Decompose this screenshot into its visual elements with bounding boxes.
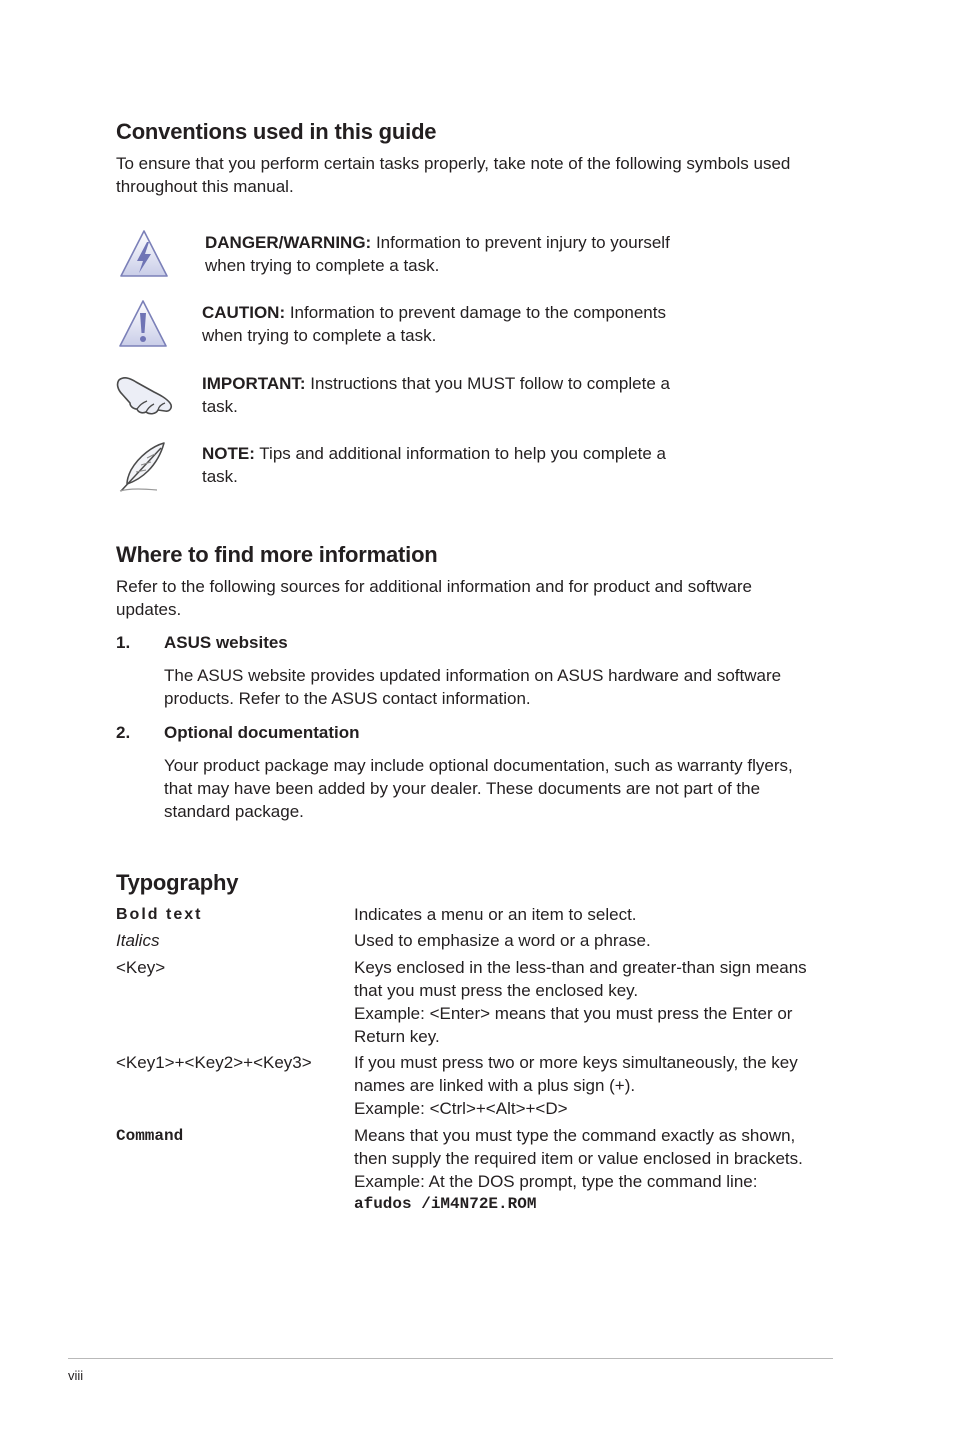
list-item-description: Your product package may include optional documentation, such as warranty flyers, that may have been added by your dealer. These documents are not part of the standard package. bbox=[164, 756, 793, 821]
command-example: afudos /iM4N72E.ROM bbox=[354, 1195, 537, 1213]
typography-term-italic: Italics bbox=[116, 931, 160, 950]
notice-label: DANGER/WARNING: bbox=[205, 233, 372, 252]
typography-term-key: <Key> bbox=[116, 958, 166, 977]
description-line: Indicates a menu or an item to select. bbox=[354, 905, 637, 924]
notice-text: Information to prevent injury to yourself bbox=[371, 233, 670, 252]
notice-text: Tips and additional information to help you complete a bbox=[254, 444, 666, 463]
typography-description bbox=[354, 929, 824, 952]
description-line: Means that you must type the command exactly as shown, then supply the required item or value enclosed in brackets. bbox=[354, 1126, 803, 1168]
description-line: If you must press two or more keys simultaneously, the key names are linked with a plus sign (+). bbox=[354, 1053, 798, 1095]
typography-term-bold: Bold text bbox=[116, 906, 203, 923]
notice-text: Information to prevent damage to the components bbox=[285, 303, 666, 322]
notice-text: task. bbox=[202, 397, 238, 416]
notice-label: CAUTION: bbox=[202, 303, 286, 322]
footer-divider bbox=[68, 1358, 833, 1359]
typography-heading: Typography bbox=[116, 870, 239, 895]
more-info-intro: Refer to the following sources for additional information and for product and software updates. bbox=[116, 577, 752, 619]
caution-icon bbox=[117, 298, 169, 355]
list-item-number: 1. bbox=[116, 633, 131, 652]
list-item-description: The ASUS website provides updated information on ASUS hardware and software products. Refer to the ASUS contact information. bbox=[164, 666, 782, 708]
description-line: Used to emphasize a word or a phrase. bbox=[354, 931, 651, 950]
typography-description bbox=[354, 1124, 824, 1216]
conventions-intro: To ensure that you perform certain tasks properly, take note of the following symbols used throughout this manual. bbox=[116, 154, 791, 196]
more-info-heading: Where to find more information bbox=[116, 542, 438, 567]
typography-description bbox=[354, 903, 824, 926]
typography-term-command: Command bbox=[116, 1127, 184, 1145]
notice-caution bbox=[202, 301, 722, 347]
notice-text: when trying to complete a task. bbox=[205, 256, 440, 275]
description-line: Example: At the DOS prompt, type the command line: bbox=[354, 1172, 758, 1191]
typography-description bbox=[354, 1051, 824, 1120]
notice-text: when trying to complete a task. bbox=[202, 326, 437, 345]
notice-important bbox=[202, 372, 722, 418]
typography-description bbox=[354, 956, 824, 1048]
typography-term-key-combo: <Key1>+<Key2>+<Key3> bbox=[116, 1053, 312, 1072]
description-line: Example: <Enter> means that you must press the Enter or Return key. bbox=[354, 1004, 793, 1046]
conventions-heading: Conventions used in this guide bbox=[116, 119, 437, 144]
notice-text: task. bbox=[202, 467, 238, 486]
notice-label: IMPORTANT: bbox=[202, 374, 306, 393]
description-line: Example: <Ctrl>+<Alt>+<D> bbox=[354, 1099, 568, 1118]
page-number: viii bbox=[68, 1368, 84, 1383]
notice-note bbox=[202, 442, 722, 488]
notice-text: Instructions that you MUST follow to complete a bbox=[305, 374, 670, 393]
important-hand-icon bbox=[114, 370, 176, 423]
list-item-number: 2. bbox=[116, 723, 131, 742]
notice-label: NOTE: bbox=[202, 444, 255, 463]
description-line: Keys enclosed in the less-than and greater-than sign means that you must press the enclosed key. bbox=[354, 958, 807, 1000]
note-feather-icon bbox=[117, 440, 171, 499]
list-item-title: Optional documentation bbox=[164, 723, 360, 742]
danger-warning-icon bbox=[118, 228, 170, 285]
notice-danger-warning bbox=[205, 231, 725, 277]
list-item-title: ASUS websites bbox=[164, 633, 288, 652]
